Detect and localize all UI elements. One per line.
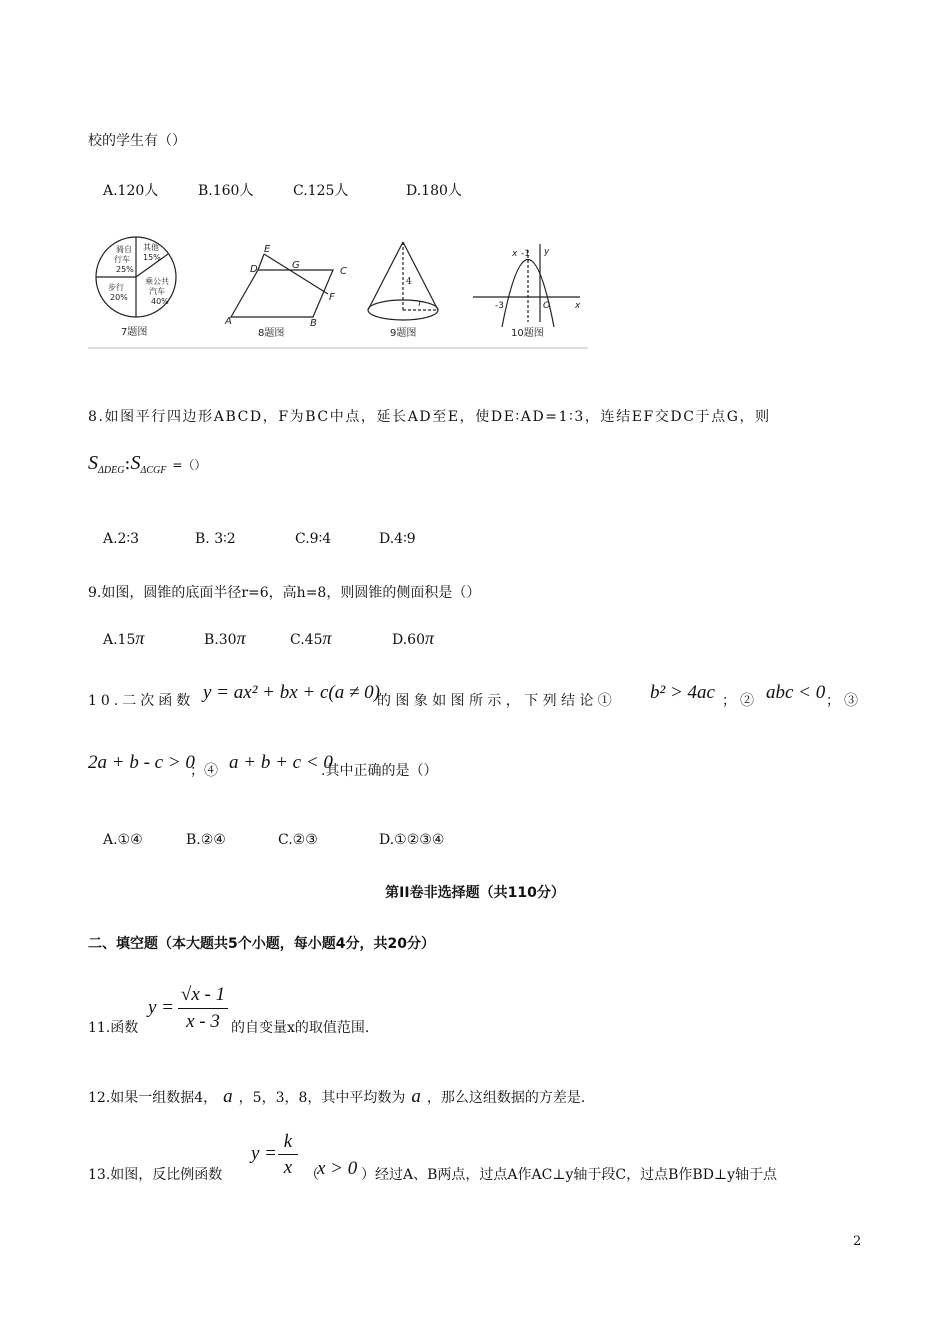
q11-fraction [178,982,228,1035]
q7-option-d: D.180人 [406,183,462,199]
q10-conclusion-3: 2a + b - c > 0 [88,752,195,773]
q11-tail: 的自变量x的取值范围. [231,1020,370,1036]
svg-text:-3: -3 [495,301,504,311]
q10-option-c: C.②③ [278,832,318,848]
q8-options [103,531,416,547]
svg-text:A: A [225,316,232,327]
q13-numerator: k [278,1130,298,1155]
q9-option-c: C.45π [290,628,332,648]
q10-mid: 的图象如图所示，下列结论① [377,693,617,709]
svg-text:D: D [250,264,258,275]
q10-option-a: A.①④ [103,832,143,848]
svg-text:B: B [310,318,317,329]
q10-tail: .其中正确的是（） [321,763,438,779]
q11-y: y = [148,997,175,1018]
q13-y: y = [251,1143,278,1164]
figures-strip [88,222,588,352]
svg-text:y: y [544,247,550,257]
section-title: 第II卷非选择题（共110分） [385,885,565,901]
fig8-parallelogram [231,254,333,317]
fig7-pct-other: 15% [143,253,161,262]
fig10-caption: 10题图 [511,328,544,339]
fig7-pct-walk: 20% [110,293,128,302]
fig9-label-r: r [418,299,423,309]
q13-condition: x > 0 [317,1158,358,1179]
q9-options [103,628,434,649]
q10-options [103,832,444,848]
q11-lead: 11.函数 [88,1020,139,1036]
page-number: 2 [853,1234,862,1249]
svg-text:x: x [512,249,518,259]
q9-option-a: A.15π [103,628,145,648]
q8-ratio: $S_{\Delta DEG}:S_{\Delta CGF}$ =（） [88,452,207,476]
q10-option-d: D.①②③④ [379,832,445,848]
fig7-pct-bike: 25% [116,265,134,274]
q10-sep3: ；④ [190,763,218,779]
q10-sep1: ；② [722,693,758,709]
q10-conclusion-2: abc < 0 [766,682,826,703]
q7-option-a: A.120人 [103,183,159,199]
q10-conclusion-1: b² > 4ac [650,682,715,703]
fig7-label-bike: 骑自 [116,245,132,254]
q13-tail: ）经过A、B两点，过点A作AC⊥y轴于段C，过点B作BD⊥y轴于点 [361,1167,777,1183]
q7-option-c: C.125人 [293,183,349,199]
q10-option-b: B.②④ [186,832,226,848]
q7-tail: 校的学生有（） [88,133,186,149]
q12-text: 12.如果一组数据4， a ，5，3，8，其中平均数为 a ，那么这组数据的方差是. [88,1086,586,1107]
figures-svg [88,222,588,352]
svg-text:行车: 行车 [114,255,130,264]
q13-cond-open: （ [305,1167,319,1183]
fig7-caption: 7题图 [121,327,148,338]
q13-fraction [278,1130,298,1181]
q9-option-d: D.60π [392,628,435,648]
q8-text: 8.如图平行四边形ABCD，F为BC中点，延长AD至E，使DE∶AD=1∶3，连结EF交DC于点G，则 [88,409,771,425]
q10-conclusion-4: a + b + c < 0 [229,752,333,773]
svg-text:G: G [292,260,300,271]
fig7-label-bus: 乘公共 [145,277,169,286]
fig9-label-h: 4 [406,277,412,287]
section-heading: 二、填空题（本大题共5个小题，每小题4分，共20分） [88,936,435,952]
svg-text:F: F [329,292,335,303]
svg-text:C: C [340,266,347,277]
fig8-caption: 8题图 [258,328,285,339]
q7-options [103,180,462,200]
svg-text:x: x [575,301,581,311]
q11-numerator: √x - 1 [178,982,228,1009]
fig7-label-walk: 步行 [108,283,124,292]
q10-function: y = ax² + bx + c(a ≠ 0) [203,682,380,703]
fig7-label-other: 其他 [143,243,159,252]
q11-denominator: x - 3 [186,1011,220,1032]
q9-text: 9.如图，圆锥的底面半径r=6，高h=8，则圆锥的侧面积是（） [88,585,481,601]
q10-sep2: ；③ [826,693,862,709]
q10-lead: 10.二次函数 [88,693,195,709]
q13-denominator: x [283,1157,293,1178]
svg-text:汽车: 汽车 [149,287,165,296]
fig9-cone [368,242,438,320]
q8-option-d: D.4∶9 [379,531,416,547]
q8-option-b: B. 3∶2 [195,531,236,547]
fig7-pct-bus: 40% [151,297,169,306]
svg-text:E: E [264,244,271,255]
svg-text:-1: -1 [521,249,530,259]
q8-option-a: A.2∶3 [103,531,140,547]
q8-option-c: C.9∶4 [295,531,332,547]
q9-option-b: B.30π [204,628,246,648]
svg-text:O: O [543,301,551,311]
q13-lead: 13.如图，反比例函数 [88,1167,223,1183]
q7-option-b: B.160人 [198,183,254,199]
fig9-caption: 9题图 [390,328,417,339]
